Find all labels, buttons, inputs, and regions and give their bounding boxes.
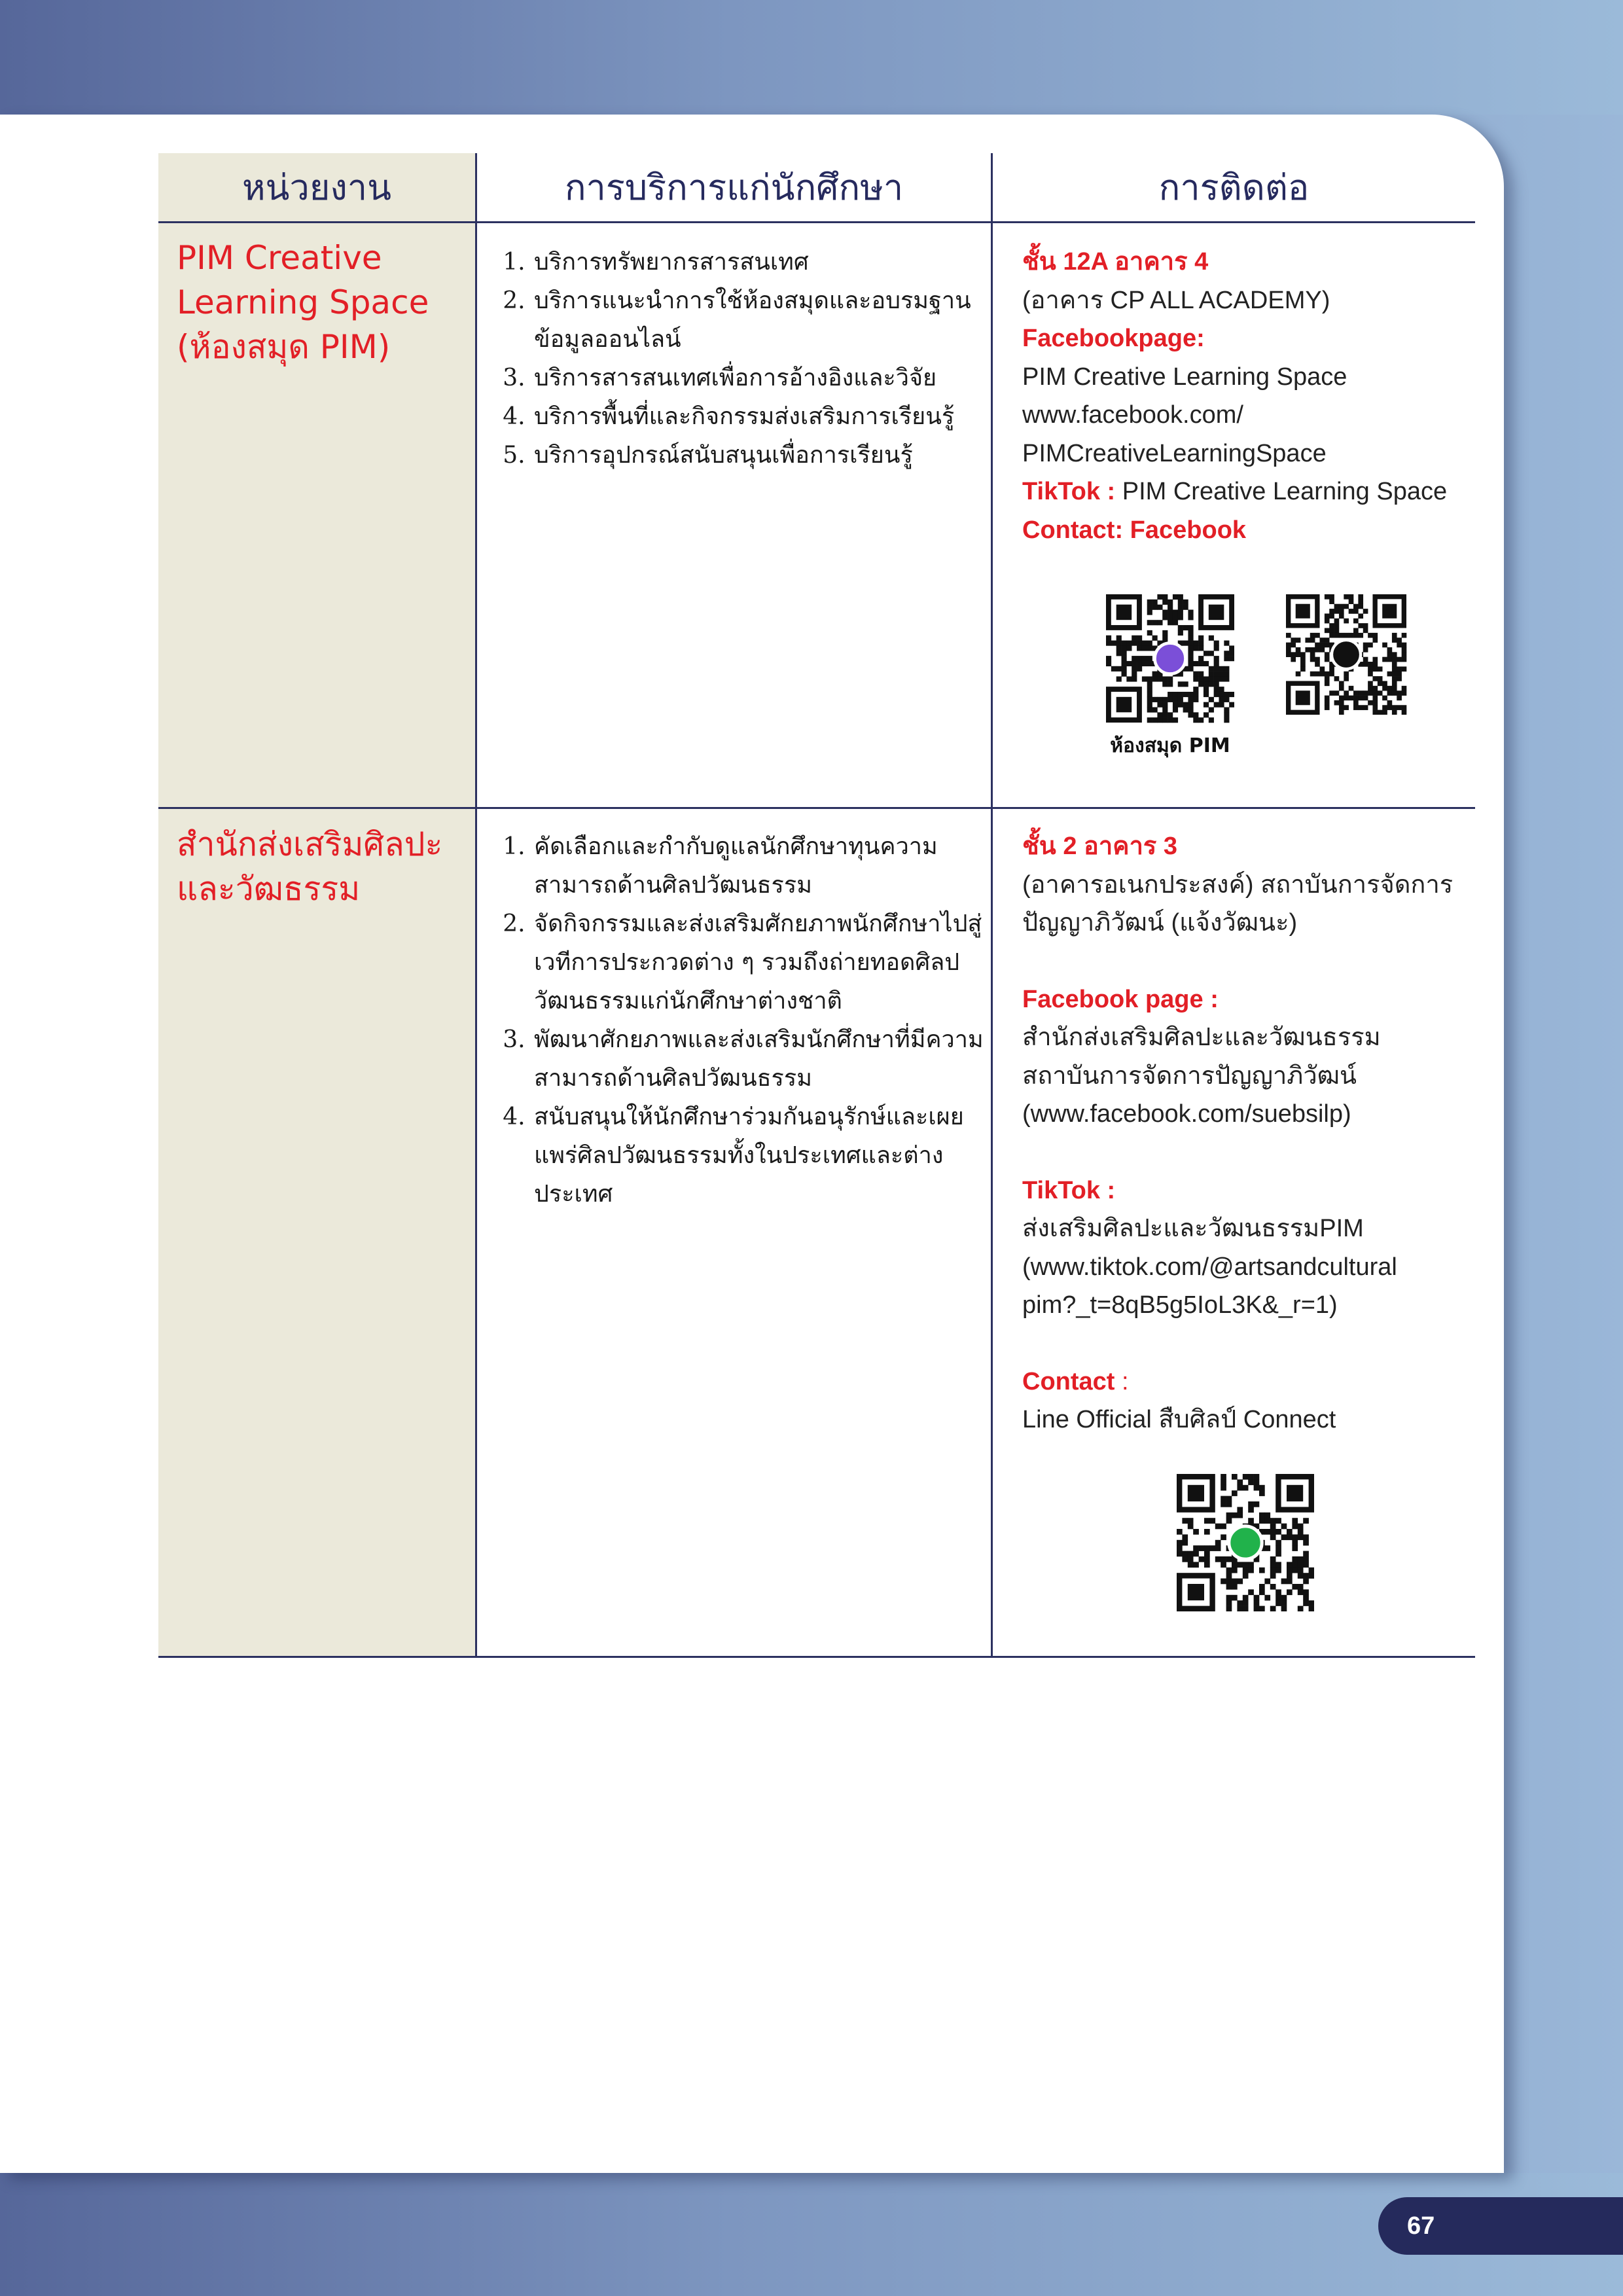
header-contact: การติดต่อ — [1158, 167, 1310, 208]
qr-code-facebook-icon — [1106, 593, 1234, 724]
facebook-label: Facebook page : — [1022, 985, 1219, 1013]
tiktok-url[interactable]: pim?_t=8qB5g5IoL3K&_r=1) — [1022, 1291, 1338, 1319]
unit-name-arts-culture: สำนักส่งเสริมศิลปะและวัฒธรรม — [177, 825, 443, 908]
contact-location: ชั้น 2 อาคาร 3 — [1022, 833, 1178, 860]
list-item: 4. บริการพื้นที่และกิจกรรมส่งเสริมการเรียนรู้ — [533, 397, 994, 436]
line-official: Line Official สืบศิลป์ Connect — [1022, 1406, 1336, 1433]
unit-name-library: PIM Creative Learning Space (ห้องสมุด PIM) — [177, 239, 429, 366]
tiktok-line — [1022, 473, 1467, 511]
facebook-name: สำนักส่งเสริมศิลปะและวัฒนธรรม — [1022, 1024, 1381, 1051]
tiktok-value: PIM Creative Learning Space — [1115, 478, 1448, 505]
header-services: การบริการแก่นักศึกษา — [564, 167, 904, 208]
page-number: 67 — [1378, 2197, 1623, 2255]
list-item: 1. บริการทรัพยากรสารสนเทศ — [533, 243, 994, 281]
header-bottom-rule — [158, 221, 1475, 223]
list-item: 4. สนับสนุนให้นักศึกษาร่วมกันอนุรักษ์และเผยแพร่ศิลปวัฒนธรรมทั้งในประเทศและต่างประเทศ — [533, 1098, 994, 1213]
list-item: 3. บริการสารสนเทศเพื่อการอ้างอิงและวิจัย — [533, 359, 994, 397]
facebook-label: Facebookpage: — [1022, 325, 1205, 352]
list-item: 2. บริการแนะนำการใช้ห้องสมุดและอบรมฐานข้อมูลออนไลน์ — [533, 281, 994, 359]
tiktok-url[interactable]: (www.tiktok.com/@artsandcultural — [1022, 1253, 1397, 1281]
facebook-url[interactable]: (www.facebook.com/suebsilp) — [1022, 1100, 1351, 1128]
facebook-url[interactable]: PIMCreativeLearningSpace — [1022, 439, 1327, 467]
header-unit: หน่วยงาน — [241, 167, 392, 208]
column-divider-1 — [475, 153, 477, 1658]
services-table — [158, 153, 1475, 1658]
tiktok-label: TikTok : — [1022, 1176, 1116, 1204]
services-list-arts-culture — [499, 827, 994, 1213]
contact-line: Contact: Facebook — [1022, 516, 1247, 544]
list-item: 5. บริการอุปกรณ์สนับสนุนเพื่อการเรียนรู้ — [533, 436, 994, 475]
facebook-url[interactable]: www.facebook.com/ — [1022, 401, 1243, 429]
contact-building: (อาคาร CP ALL ACADEMY) — [1022, 286, 1330, 314]
contact-building: (อาคารอเนกประสงค์) สถาบันการจัดการ — [1022, 870, 1454, 899]
list-item: 1. คัดเลือกและกำกับดูแลนักศึกษาทุนความสามารถด้านศิลปวัฒนธรรม — [533, 827, 994, 905]
qr-caption: ห้องสมุด PIM — [1110, 734, 1230, 757]
contact-arts-culture — [1022, 827, 1467, 1439]
contact-label-line — [1022, 1363, 1467, 1401]
tiktok-name: ส่งเสริมศิลปะและวัฒนธรรมPIM — [1022, 1215, 1364, 1242]
list-item: 3. พัฒนาศักยภาพและส่งเสริมนักศึกษาที่มีความสามารถด้านศิลปวัฒนธรรม — [533, 1020, 994, 1098]
services-list-library — [499, 243, 994, 475]
top-band — [0, 0, 1623, 115]
qr-code-line-icon — [1177, 1474, 1314, 1611]
contact-colon: : — [1115, 1367, 1129, 1395]
contact-building: ปัญญาภิวัฒน์ (แจ้งวัฒนะ) — [1022, 909, 1298, 937]
list-item: 2. จัดกิจกรรมและส่งเสริมศักยภาพนักศึกษาไปสู่เวทีการประกวดต่าง ๆ รวมถึงถ่ายทอดศิลปวัฒนธรรมแก่นักศึกษาต่างชาติ — [533, 905, 994, 1020]
facebook-name: PIM Creative Learning Space — [1022, 363, 1347, 391]
table-bottom-rule — [158, 1656, 1475, 1658]
contact-library — [1022, 243, 1467, 549]
tiktok-label: TikTok : — [1022, 478, 1116, 505]
row-divider — [158, 807, 1475, 809]
contact-location: ชั้น 12A อาคาร 4 — [1022, 248, 1209, 276]
qr-code-tiktok-icon — [1279, 594, 1414, 715]
facebook-name: สถาบันการจัดการปัญญาภิวัฒน์ — [1022, 1062, 1357, 1090]
contact-label: Contact — [1022, 1367, 1115, 1395]
